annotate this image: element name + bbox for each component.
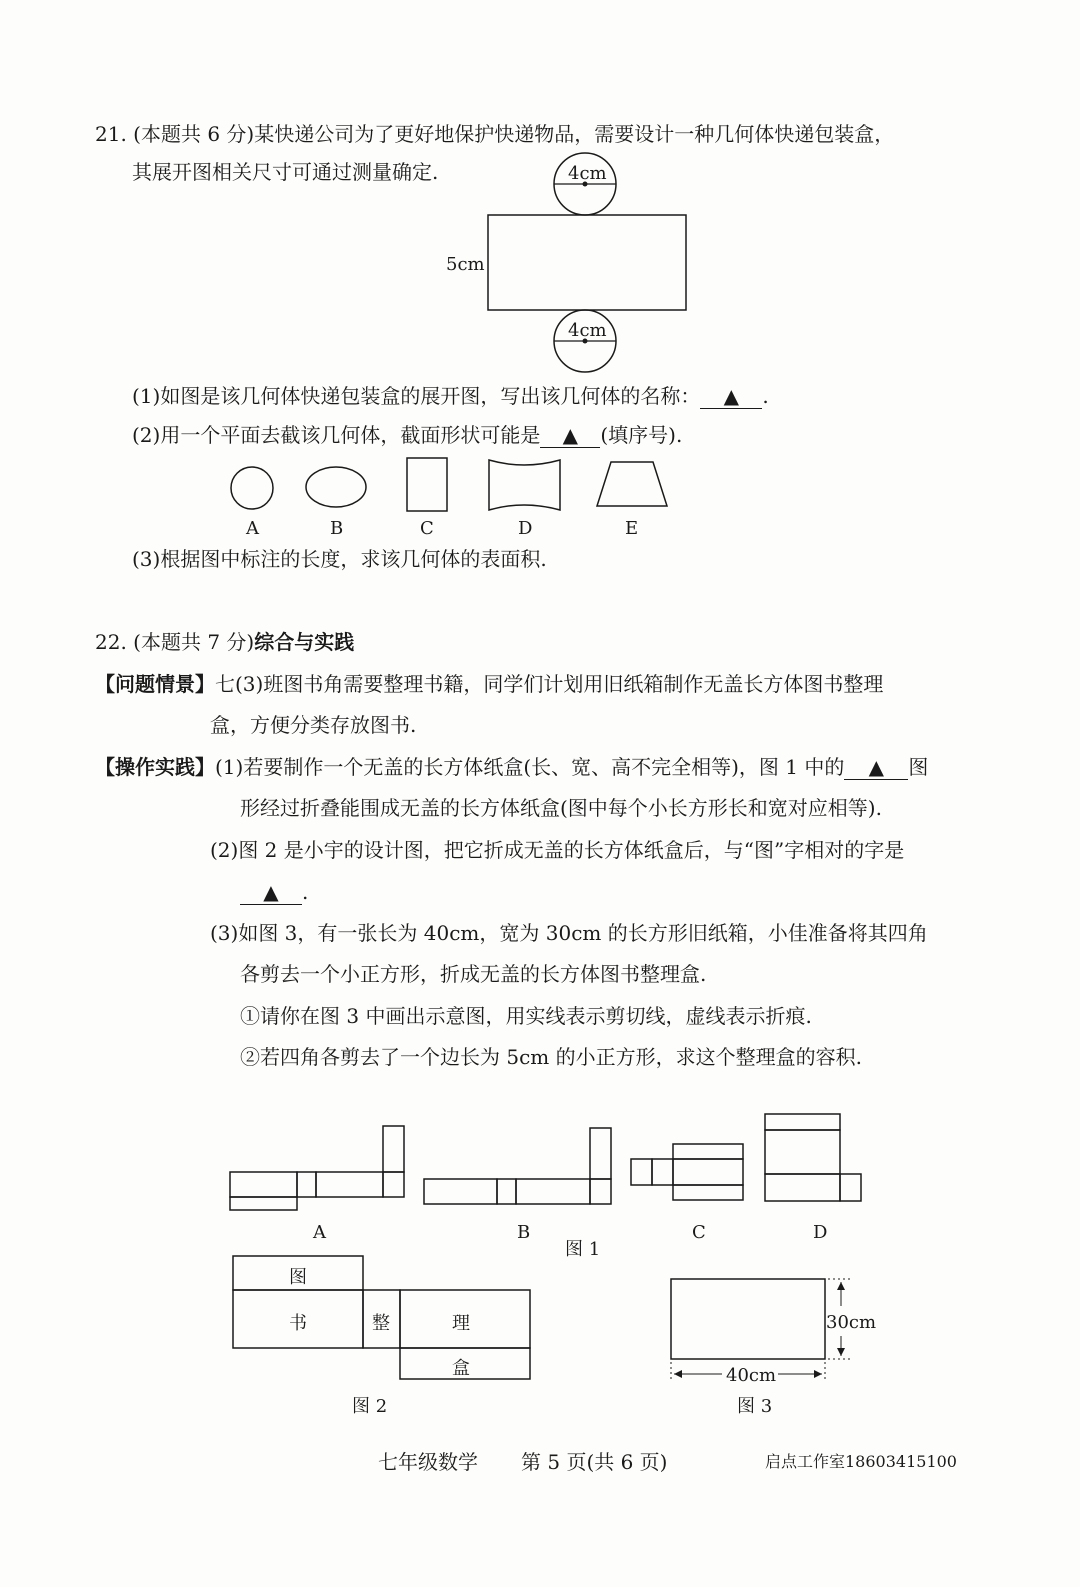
fig2-char-zheng: 整 [372,1313,390,1334]
answer-blank-4: ▲ [240,880,302,905]
q21-part1-text: (1)如图是该几何体快递包装盒的展开图，写出该几何体的名称： [132,384,701,408]
q22-scenario-line2: 盒，方便分类存放图书. [210,713,417,737]
fig3-width-label: 40cm [726,1365,777,1386]
q22-part1-line2: 形经过折叠能围成无盖的长方体纸盒(图中每个小长方形长和宽对应相等). [240,796,882,820]
footer-page-number: 第 5 页(共 6 页) [521,1450,668,1474]
q22-part1-line1: 【操作实践】(1)若要制作一个无盖的长方体纸盒(长、宽、高不完全相等)，图 1 中的 ▲ 图 [95,755,929,779]
q21-part1: (1)如图是该几何体快递包装盒的展开图，写出该几何体的名称： ▲ . [132,384,769,408]
fig3-height-label: 30cm [826,1312,877,1333]
fig1-label-a: A [313,1222,326,1243]
q22-title: 22. (本题共 7 分)综合与实践 [95,630,355,654]
answer-blank-2: ▲ [540,423,600,448]
q22-part3-line2: 各剪去一个小正方形，折成无盖的长方体图书整理盒. [240,962,707,986]
q21-stem-line2: 其展开图相关尺寸可通过测量确定. [132,160,439,184]
fig2-caption: 图 2 [352,1396,388,1417]
fig3-caption: 图 3 [737,1396,773,1417]
q22-part3-sub1: ①请你在图 3 中画出示意图，用实线表示剪切线，虚线表示折痕. [240,1004,812,1028]
top-circle-label: 4cm [568,163,607,184]
q22-part3-sub2: ②若四角各剪去了一个边长为 5cm 的小正方形，求这个整理盒的容积. [240,1045,862,1069]
fig1-caption: 图 1 [565,1239,601,1260]
q21-part2: (2)用一个平面去截该几何体，截面形状可能是 ▲ (填序号). [132,423,683,447]
fig2-char-tu: 图 [289,1267,307,1288]
shape-label-c: C [420,518,434,539]
q21-part2-text: (2)用一个平面去截该几何体，截面形状可能是 [132,423,541,447]
side-length-label: 5cm [446,254,485,275]
q21-part3: (3)根据图中标注的长度，求该几何体的表面积. [132,547,547,571]
fig1-label-d: D [813,1222,828,1243]
footer-subject: 七年级数学 [378,1450,478,1474]
practice-tag: 【操作实践】 [95,755,215,779]
footer-studio: 启点工作室18603415100 [765,1452,957,1471]
answer-blank-1: ▲ [700,384,762,409]
answer-blank-3: ▲ [844,755,908,780]
shape-label-d: D [518,518,533,539]
fig1-label-b: B [517,1222,531,1243]
shape-label-e: E [625,518,639,539]
q22-scenario-line1: 【问题情景】七(3)班图书角需要整理书籍，同学们计划用旧纸箱制作无盖长方体图书整理 [95,672,884,696]
q22-part2-line2: ▲ . [240,880,308,905]
q22-title-bold: 综合与实践 [254,630,355,654]
shape-label-a: A [246,518,259,539]
q22-part3-line1: (3)如图 3，有一张长为 40cm，宽为 30cm 的长方形旧纸箱，小佳准备将其四角 [210,921,928,945]
fig2-char-shu: 书 [289,1313,307,1334]
scenario-tag: 【问题情景】 [95,672,215,696]
shape-label-b: B [330,518,344,539]
bottom-circle-label: 4cm [568,320,607,341]
q21-stem-line1: 21. (本题共 6 分)某快递公司为了更好地保护快递物品，需要设计一种几何体快递包装盒， [95,122,895,146]
fig1-label-c: C [692,1222,706,1243]
fig2-char-he: 盒 [452,1358,470,1379]
q22-part2-line1: (2)图 2 是小宇的设计图，把它折成无盖的长方体纸盒后，与“图”字相对的字是 [210,838,905,862]
fig2-char-li: 理 [452,1313,470,1334]
